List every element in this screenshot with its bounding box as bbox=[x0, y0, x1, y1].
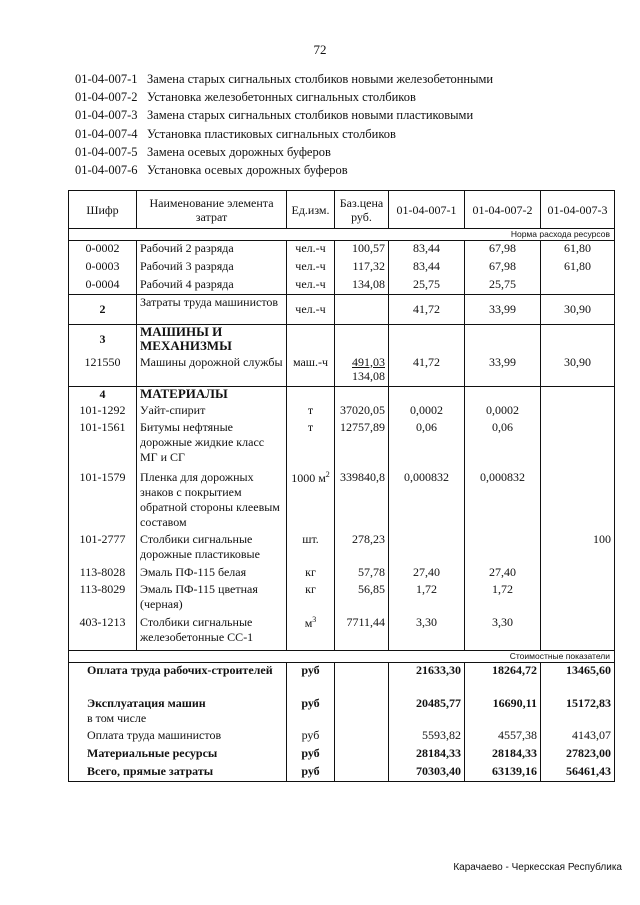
header-col3: 01-04-007-3 bbox=[541, 191, 615, 229]
cell-v1: 0,000832 bbox=[389, 470, 465, 532]
cell-v3: 100 bbox=[541, 532, 615, 565]
table-header-row bbox=[69, 191, 615, 229]
cell-price: 117,32 bbox=[335, 259, 389, 277]
cell-price: 57,78 bbox=[335, 565, 389, 582]
cost-unit: руб bbox=[287, 764, 335, 782]
cell-v3: 61,80 bbox=[541, 241, 615, 259]
cost-v1: 28184,33 bbox=[389, 746, 465, 764]
empty-cell bbox=[335, 728, 389, 746]
cost-v1: 20485,77 bbox=[389, 696, 465, 728]
table-row bbox=[69, 565, 615, 582]
cell-unit: чел.-ч bbox=[287, 295, 335, 325]
cell-code: 2 bbox=[69, 295, 137, 325]
empty-cell bbox=[541, 387, 615, 403]
cost-name: Всего, прямые затраты bbox=[69, 764, 287, 782]
cell-v1: 83,44 bbox=[389, 241, 465, 259]
empty-cell bbox=[335, 696, 389, 728]
cost-title: Эксплуатация машин bbox=[87, 695, 206, 710]
cell-v3 bbox=[541, 277, 615, 295]
cell-name: Рабочий 3 разряда bbox=[137, 259, 287, 277]
section-row bbox=[69, 387, 615, 403]
code-text: Установка осевых дорожных буферов bbox=[147, 163, 348, 178]
section-row bbox=[69, 325, 615, 355]
cell-unit: чел.-ч bbox=[287, 259, 335, 277]
cell-v2: 67,98 bbox=[465, 259, 541, 277]
code-id: 01-04-007-4 bbox=[75, 126, 138, 141]
header-col1: 01-04-007-1 bbox=[389, 191, 465, 229]
cell-v1: 0,0002 bbox=[389, 403, 465, 420]
empty-cell bbox=[389, 387, 465, 403]
cell-name: Эмаль ПФ-115 цветная (черная) bbox=[137, 582, 287, 615]
section-code: 4 bbox=[69, 387, 137, 403]
header-name: Наименование элемента затрат bbox=[137, 191, 287, 229]
cell-price: 37020,05 bbox=[335, 403, 389, 420]
cell-v2 bbox=[465, 532, 541, 565]
note-resources: Норма расхода ресурсов bbox=[69, 229, 615, 241]
cell-v3: 30,90 bbox=[541, 295, 615, 325]
unit-superscript: 3 bbox=[312, 614, 317, 624]
code-text: Установка пластиковых сигнальных столбиков bbox=[147, 126, 396, 141]
code-text: Замена осевых дорожных буферов bbox=[147, 144, 331, 159]
code-text: Замена старых сигнальных столбиков новыми железобетонными bbox=[147, 72, 494, 86]
empty-cell bbox=[287, 387, 335, 403]
code-line bbox=[75, 88, 493, 106]
cost-name bbox=[69, 696, 287, 728]
empty-cell bbox=[541, 325, 615, 355]
price-secondary: 134,08 bbox=[352, 368, 385, 383]
cost-name: Оплата труда рабочих-строителей bbox=[69, 663, 287, 696]
cell-v3: 61,80 bbox=[541, 259, 615, 277]
cell-v3 bbox=[541, 470, 615, 532]
cell-price: 134,08 bbox=[335, 277, 389, 295]
cell-name: Битумы нефтяные дорожные жидкие класс МГ и СГ bbox=[137, 420, 287, 470]
cell-unit bbox=[287, 470, 335, 532]
cell-code: 0-0004 bbox=[69, 277, 137, 295]
cell-v3 bbox=[541, 615, 615, 651]
table-row bbox=[69, 615, 615, 651]
table-row bbox=[69, 582, 615, 615]
cell-code: 0-0002 bbox=[69, 241, 137, 259]
cost-row bbox=[69, 746, 615, 764]
empty-cell bbox=[465, 325, 541, 355]
empty-cell bbox=[465, 387, 541, 403]
empty-cell bbox=[335, 663, 389, 696]
cell-unit: шт. bbox=[287, 532, 335, 565]
cell-v1: 1,72 bbox=[389, 582, 465, 615]
cell-price: 100,57 bbox=[335, 241, 389, 259]
cell-unit: кг bbox=[287, 582, 335, 615]
table-row bbox=[69, 259, 615, 277]
cost-unit: руб bbox=[287, 728, 335, 746]
code-id: 01-04-007-3 bbox=[75, 108, 138, 123]
empty-cell bbox=[335, 746, 389, 764]
cost-v2: 4557,38 bbox=[465, 728, 541, 746]
cell-v2: 0,06 bbox=[465, 420, 541, 470]
cell-price: 278,23 bbox=[335, 532, 389, 565]
cell-code: 101-1292 bbox=[69, 403, 137, 420]
cell-v2: 0,0002 bbox=[465, 403, 541, 420]
note-row bbox=[69, 651, 615, 663]
empty-cell bbox=[287, 325, 335, 355]
table-row bbox=[69, 241, 615, 259]
cost-unit: руб bbox=[287, 696, 335, 728]
cell-name: Уайт-спирит bbox=[137, 403, 287, 420]
empty-cell bbox=[389, 325, 465, 355]
cell-v2: 3,30 bbox=[465, 615, 541, 651]
note-row bbox=[69, 229, 615, 241]
cell-code: 121550 bbox=[69, 355, 137, 387]
table-row bbox=[69, 295, 615, 325]
cell-name: Эмаль ПФ-115 белая bbox=[137, 565, 287, 582]
cost-subtitle: в том числе bbox=[87, 710, 147, 725]
cell-v2: 33,99 bbox=[465, 295, 541, 325]
cell-price bbox=[335, 295, 389, 325]
cell-v2: 0,000832 bbox=[465, 470, 541, 532]
footer-region: Карачаево - Черкесская Республика bbox=[453, 862, 622, 873]
cell-price: 56,85 bbox=[335, 582, 389, 615]
code-id: 01-04-007-1 bbox=[75, 72, 138, 86]
cell-code: 101-1579 bbox=[69, 470, 137, 532]
cell-unit bbox=[287, 615, 335, 651]
cell-unit: т bbox=[287, 403, 335, 420]
cost-v3: 27823,00 bbox=[541, 746, 615, 764]
cell-v2: 25,75 bbox=[465, 277, 541, 295]
code-line bbox=[75, 106, 493, 124]
cost-v3: 15172,83 bbox=[541, 696, 615, 728]
cell-code: 113-8029 bbox=[69, 582, 137, 615]
cell-code: 101-1561 bbox=[69, 420, 137, 470]
empty-cell bbox=[335, 764, 389, 782]
cell-v1: 83,44 bbox=[389, 259, 465, 277]
empty-cell bbox=[335, 387, 389, 403]
price-main: 491,03 bbox=[352, 354, 385, 369]
cost-v2: 18264,72 bbox=[465, 663, 541, 696]
header-price: Баз.цена руб. bbox=[335, 191, 389, 229]
cell-name: Машины дорожной службы bbox=[137, 355, 287, 387]
code-line bbox=[75, 70, 493, 88]
code-line bbox=[75, 143, 493, 161]
cell-unit: т bbox=[287, 420, 335, 470]
cell-price: 12757,89 bbox=[335, 420, 389, 470]
cell-unit: чел.-ч bbox=[287, 277, 335, 295]
cost-row bbox=[69, 663, 615, 696]
cell-unit: маш.-ч bbox=[287, 355, 335, 387]
cost-v3: 56461,43 bbox=[541, 764, 615, 782]
cell-v1: 41,72 bbox=[389, 355, 465, 387]
cost-v2: 16690,11 bbox=[465, 696, 541, 728]
cell-v3 bbox=[541, 565, 615, 582]
cell-unit: чел.-ч bbox=[287, 241, 335, 259]
table-row bbox=[69, 532, 615, 565]
table-row bbox=[69, 355, 615, 387]
cell-unit: кг bbox=[287, 565, 335, 582]
cost-v1: 5593,82 bbox=[389, 728, 465, 746]
cell-name: Рабочий 4 разряда bbox=[137, 277, 287, 295]
code-list bbox=[75, 70, 493, 179]
section-title: МАТЕРИАЛЫ bbox=[137, 387, 287, 403]
cost-row bbox=[69, 696, 615, 728]
cell-v2: 67,98 bbox=[465, 241, 541, 259]
code-id: 01-04-007-5 bbox=[75, 144, 138, 159]
cost-v1: 21633,30 bbox=[389, 663, 465, 696]
table-row bbox=[69, 277, 615, 295]
cost-unit: руб bbox=[287, 663, 335, 696]
code-line bbox=[75, 125, 493, 143]
cost-row bbox=[69, 764, 615, 782]
cell-v1: 25,75 bbox=[389, 277, 465, 295]
cell-code: 403-1213 bbox=[69, 615, 137, 651]
cell-code: 113-8028 bbox=[69, 565, 137, 582]
cost-v2: 28184,33 bbox=[465, 746, 541, 764]
cell-v1 bbox=[389, 532, 465, 565]
cost-row bbox=[69, 728, 615, 746]
cell-price: 339840,8 bbox=[335, 470, 389, 532]
cell-v2: 33,99 bbox=[465, 355, 541, 387]
unit-base: 1000 м bbox=[291, 470, 326, 485]
cell-v3: 30,90 bbox=[541, 355, 615, 387]
cost-unit: руб bbox=[287, 746, 335, 764]
resource-table bbox=[68, 190, 615, 782]
code-id: 01-04-007-2 bbox=[75, 90, 138, 105]
section-title: МАШИНЫ И МЕХАНИЗМЫ bbox=[137, 325, 287, 355]
header-code: Шифр bbox=[69, 191, 137, 229]
cell-code: 101-2777 bbox=[69, 532, 137, 565]
cost-v3: 4143,07 bbox=[541, 728, 615, 746]
cell-v2: 1,72 bbox=[465, 582, 541, 615]
cell-name: Рабочий 2 разряда bbox=[137, 241, 287, 259]
cell-v1: 41,72 bbox=[389, 295, 465, 325]
section-code: 3 bbox=[69, 325, 137, 355]
cell-v1: 0,06 bbox=[389, 420, 465, 470]
note-costs: Стоимостные показатели bbox=[69, 651, 615, 663]
code-text: Установка железобетонных сигнальных столбиков bbox=[147, 90, 416, 105]
page-number: 72 bbox=[313, 42, 327, 57]
cell-name: Затраты труда машинистов bbox=[137, 295, 287, 325]
cost-v1: 70303,40 bbox=[389, 764, 465, 782]
cell-price bbox=[335, 355, 389, 387]
cell-name: Пленка для дорожных знаков с покрытием обратной стороны клеевым составом bbox=[137, 470, 287, 532]
cell-v3 bbox=[541, 582, 615, 615]
cell-code: 0-0003 bbox=[69, 259, 137, 277]
cell-v1: 27,40 bbox=[389, 565, 465, 582]
empty-cell bbox=[335, 325, 389, 355]
unit-superscript: 2 bbox=[325, 469, 330, 479]
code-line bbox=[75, 161, 493, 179]
header-col2: 01-04-007-2 bbox=[465, 191, 541, 229]
cost-name: Материальные ресурсы bbox=[69, 746, 287, 764]
table-row bbox=[69, 403, 615, 420]
cell-price: 7711,44 bbox=[335, 615, 389, 651]
cost-v3: 13465,60 bbox=[541, 663, 615, 696]
table-row bbox=[69, 470, 615, 532]
cost-v2: 63139,16 bbox=[465, 764, 541, 782]
table-row bbox=[69, 420, 615, 470]
cell-v1: 3,30 bbox=[389, 615, 465, 651]
cell-name: Столбики сигнальные железобетонные СС-1 bbox=[137, 615, 287, 651]
unit-base: м bbox=[304, 615, 313, 630]
code-text: Замена старых сигнальных столбиков новыми пластиковыми bbox=[147, 108, 474, 123]
cost-name: Оплата труда машинистов bbox=[69, 728, 287, 746]
cell-v3 bbox=[541, 420, 615, 470]
header-unit: Ед.изм. bbox=[287, 191, 335, 229]
cell-name: Столбики сигнальные дорожные пластиковые bbox=[137, 532, 287, 565]
code-id: 01-04-007-6 bbox=[75, 163, 138, 178]
cell-v3 bbox=[541, 403, 615, 420]
cell-v2: 27,40 bbox=[465, 565, 541, 582]
